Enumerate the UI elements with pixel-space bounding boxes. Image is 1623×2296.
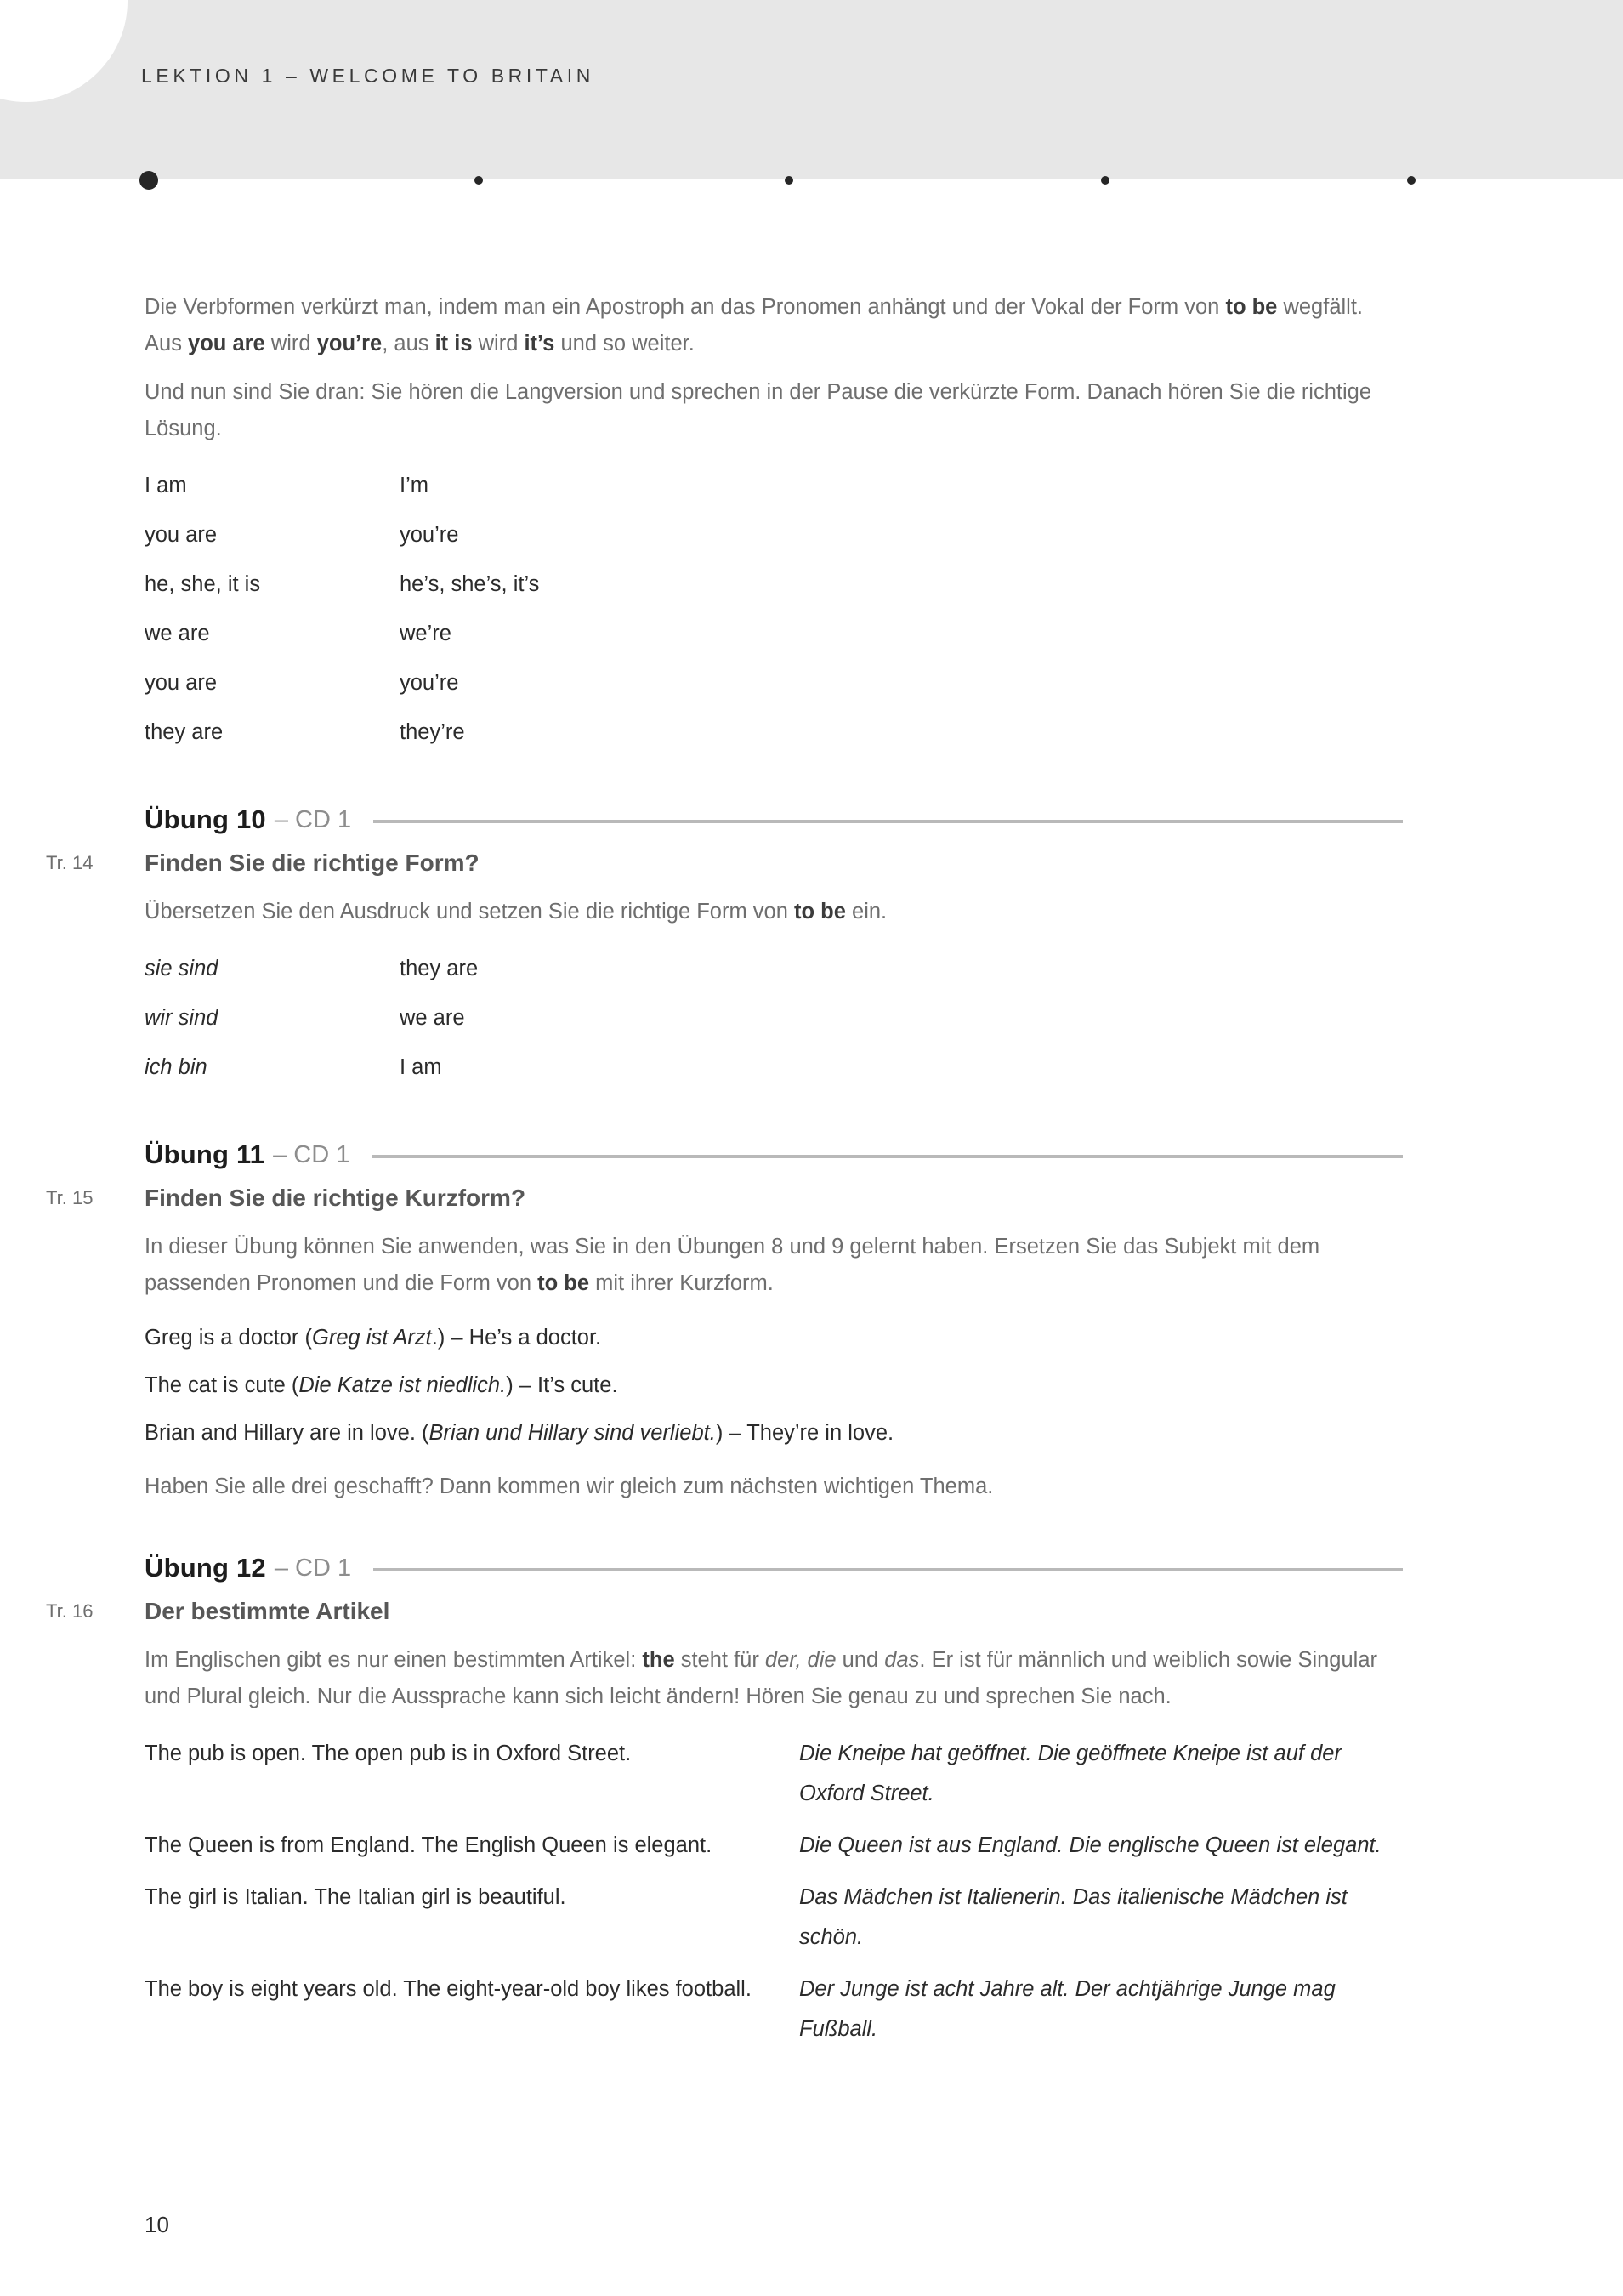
intro-p1-text-5: wird (472, 332, 525, 355)
exercise-11-instruction (145, 1229, 1403, 1302)
table-row (145, 609, 1403, 658)
page-header-band (0, 0, 1623, 179)
ex12-instr-text-3: und (836, 1648, 885, 1672)
contraction-short-form: we’re (400, 622, 451, 645)
table-row (145, 510, 1403, 560)
track-label-12: Tr. 16 (46, 1600, 94, 1622)
intro-p1-bold-4: it is (434, 332, 473, 355)
exercise-block-11 (46, 1139, 1403, 1505)
exercise-10-title: Übung 10 (145, 804, 266, 834)
table-row (145, 560, 1403, 609)
ex12-instr-italic-2: das (884, 1648, 920, 1672)
intro-p1-text-2: wegfällt. Aus (145, 295, 1364, 355)
ex12-instr-text-4: . Er ist für männlich und weiblich sowie Singular und Plural gleich. Nur die Aussprache kann sich leicht ändern! Hören Sie genau zu und sprechen Sie nach. (145, 1648, 1377, 1708)
german-sentence: Die Kneipe hat geöffnet. Die geöffnete Kneipe ist auf der Oxford Street. (799, 1742, 1342, 1805)
contraction-long-form: they are (145, 720, 224, 744)
intro-paragraph-2: Und nun sind Sie dran: Sie hören die Langversion und sprechen in der Pause die verkürzte Form. Danach hören Sie die richtige Lösung. (145, 380, 1372, 440)
intro-p1-bold-3: you’re (316, 332, 383, 355)
exercise-12-subtitle: Der bestimmte Artikel (145, 1598, 390, 1624)
german-sentence: Der Junge ist acht Jahre alt. Der achtjährige Junge mag Fußball. (799, 1977, 1336, 2041)
ex10-instr-text-1: Übersetzen Sie den Ausdruck und setzen Sie die richtige Form von (145, 900, 794, 924)
exercise-12-instruction (145, 1642, 1403, 1715)
intro-paragraph-1 (145, 289, 1403, 362)
ex12-instr-text-1: Im Englischen gibt es nur einen bestimmten Artikel: (145, 1648, 643, 1672)
exercise-10-instruction (145, 894, 1403, 930)
example-sentence (145, 1361, 1403, 1409)
german-sentence: Die Queen ist aus England. Die englische Queen ist elegant. (799, 1833, 1382, 1857)
track-label-10: Tr. 14 (46, 852, 94, 873)
track-label-11: Tr. 15 (46, 1187, 94, 1208)
exercise-12-cd-label: – CD 1 (274, 1554, 352, 1582)
example-sentence (145, 1409, 1403, 1457)
contraction-long-form: I am (145, 474, 187, 497)
sentence-german-italic: Brian und Hillary sind verliebt. (428, 1421, 716, 1445)
exercise-11-rule (372, 1155, 1403, 1158)
exercise-11-examples (145, 1314, 1403, 1457)
table-row (145, 1969, 1403, 2049)
header-circle-cutout (0, 0, 128, 102)
intro-p1-bold-1: to be (1225, 295, 1278, 319)
exercise-10-answer-table (145, 944, 1403, 1092)
german-sentence: Das Mädchen ist Italienerin. Das italienische Mädchen ist schön. (799, 1885, 1348, 1949)
exercise-11-subtitle: Finden Sie die richtige Kurzform? (145, 1185, 526, 1211)
exercise-12-body (145, 1642, 1403, 2049)
exercise-block-10 (46, 804, 1403, 1092)
ex11-instr-text-2: mit ihrer Kurzform. (589, 1271, 774, 1295)
ex12-instr-italic-1: der, die (764, 1648, 837, 1672)
contraction-long-form: we are (145, 622, 210, 645)
exercise-12-title: Übung 12 (145, 1553, 266, 1583)
sentence-after: ) – It’s cute. (506, 1373, 618, 1397)
intro-p1-text-6: und so weiter. (554, 332, 695, 355)
contraction-long-form: he, she, it is (145, 572, 261, 596)
ex10-instr-bold-1: to be (794, 900, 846, 924)
table-row (145, 1734, 1403, 1814)
english-sentence: The Queen is from England. The English Queen is elegant. (145, 1833, 712, 1857)
exercise-10-titlebar (145, 804, 1403, 835)
sentence-before: Greg is a doctor ( (145, 1326, 312, 1350)
exercise-12-translation-table (145, 1734, 1403, 2049)
contraction-short-form: you’re (400, 671, 459, 695)
contraction-long-form: you are (145, 523, 218, 547)
exercise-11-titlebar (145, 1139, 1403, 1170)
contraction-short-form: they’re (400, 720, 465, 744)
exercise-11-cd-label: – CD 1 (273, 1140, 350, 1168)
german-phrase: wir sind (145, 1006, 218, 1030)
table-row (145, 944, 1403, 993)
contraction-short-form: he’s, she’s, it’s (400, 572, 540, 596)
sentence-after: ) – They’re in love. (715, 1421, 894, 1445)
exercise-11-closing: Haben Sie alle drei geschafft? Dann kommen wir gleich zum nächsten wichtigen Thema. (145, 1475, 994, 1498)
page-number: 10 (145, 2212, 169, 2237)
table-row (145, 1826, 1403, 1866)
contraction-short-form: you’re (400, 523, 459, 547)
table-row (145, 658, 1403, 708)
german-phrase: ich bin (145, 1055, 207, 1079)
exercise-12-titlebar (145, 1553, 1403, 1583)
table-row (145, 1043, 1403, 1092)
exercise-10-rule (373, 820, 1403, 823)
example-sentence (145, 1314, 1403, 1361)
contraction-long-form: you are (145, 671, 218, 695)
exercise-11-title: Übung 11 (145, 1139, 265, 1169)
exercise-10-subtitle: Finden Sie die richtige Form? (145, 850, 480, 876)
sentence-before: The cat is cute ( (145, 1373, 299, 1397)
english-sentence: The boy is eight years old. The eight-year-old boy likes football. (145, 1977, 752, 2001)
sentence-after: .) – He’s a doctor. (431, 1326, 602, 1350)
exercise-10-body (145, 894, 1403, 1092)
ex11-instr-text-1: In dieser Übung können Sie anwenden, was Sie in den Übungen 8 und 9 gelernt haben. Ersetzen Sie das Subjekt mit dem passenden Pronomen und die Form von (145, 1235, 1320, 1295)
contraction-short-form: I’m (400, 474, 428, 497)
german-phrase: sie sind (145, 957, 218, 980)
contraction-table (145, 461, 1403, 757)
english-sentence: The girl is Italian. The Italian girl is beautiful. (145, 1885, 566, 1909)
english-sentence: The pub is open. The open pub is in Oxford Street. (145, 1742, 632, 1765)
sentence-german-italic: Greg ist Arzt (312, 1326, 432, 1350)
exercise-10-cd-label: – CD 1 (274, 805, 352, 833)
table-row (145, 1878, 1403, 1958)
intro-p1-text-4: , aus (382, 332, 435, 355)
intro-p1-bold-5: it’s (524, 332, 555, 355)
ex12-instr-bold-1: the (642, 1648, 675, 1672)
ex11-instr-bold-1: to be (537, 1271, 590, 1295)
ex10-instr-text-2: ein. (845, 900, 888, 924)
table-row (145, 461, 1403, 510)
intro-p1-bold-2: you are (188, 332, 265, 355)
exercise-block-12 (46, 1553, 1403, 2049)
table-row (145, 708, 1403, 757)
intro-p1-text-3: wird (264, 332, 317, 355)
sentence-before: Brian and Hillary are in love. ( (145, 1421, 429, 1445)
english-phrase: we are (400, 1006, 465, 1030)
exercise-11-body (145, 1229, 1403, 1505)
ex12-instr-text-2: steht für (674, 1648, 765, 1672)
exercise-12-rule (373, 1568, 1403, 1571)
page-content (46, 289, 1403, 2061)
lesson-title: LEKTION 1 – WELCOME TO BRITAIN (141, 65, 594, 87)
sentence-german-italic: Die Katze ist niedlich. (298, 1373, 507, 1397)
english-phrase: I am (400, 1055, 442, 1079)
english-phrase: they are (400, 957, 479, 980)
table-row (145, 993, 1403, 1043)
intro-p1-text-1: Die Verbformen verkürzt man, indem man ein Apostroph an das Pronomen anhängt und der Vokal der Form von (145, 295, 1226, 319)
